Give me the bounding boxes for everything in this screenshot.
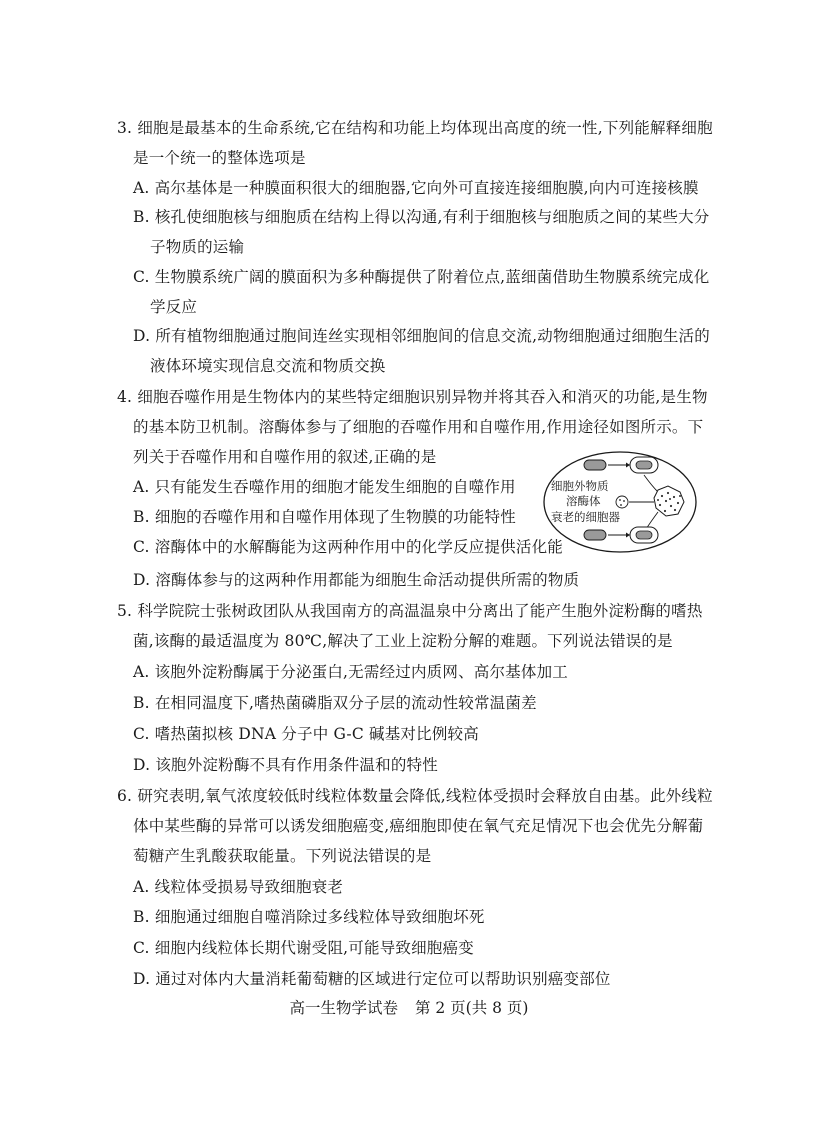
question-4-stem-line-2: 的基本防卫机制。溶酶体参与了细胞的吞噬作用和自噬作用,作用途径如图所示。下 <box>133 418 704 436</box>
vesicle-bottom-right-inner <box>636 531 652 539</box>
vesicle-bottom-left <box>584 530 606 540</box>
question-5-option-d: D. 该胞外淀粉酶不具有作用条件温和的特性 <box>133 756 438 774</box>
footer-page-number: 第 2 页(共 8 页) <box>414 999 529 1017</box>
question-6-option-b: B. 细胞通过细胞自噬消除过多线粒体导致细胞坏死 <box>133 908 485 926</box>
arrow-bottom-head <box>626 533 630 538</box>
question-6-option-d: D. 通过对体内大量消耗葡萄糖的区域进行定位可以帮助识别癌变部位 <box>133 970 611 988</box>
question-3-option-b-cont: 子物质的运输 <box>150 238 245 256</box>
question-5-stem-line-1: 5. 科学院院士张树政团队从我国南方的高温温泉中分离出了能产生胞外淀粉酶的嗜热 <box>117 602 703 620</box>
question-6-stem-line-2: 体中某些酶的异常可以诱发细胞癌变,癌细胞即使在氧气充足情况下也会优先分解葡 <box>133 817 704 835</box>
question-4-option-b: B. 细胞的吞噬作用和自噬作用体现了生物膜的功能特性 <box>133 508 516 526</box>
diagram-label-extracellular-substance: 细胞外物质 <box>551 479 609 493</box>
vesicle-top-right-inner <box>636 461 652 469</box>
diagram-label-lysosome: 溶酶体 <box>566 494 601 508</box>
question-3-option-c-cont: 学反应 <box>150 298 198 316</box>
question-4-option-d: D. 溶酶体参与的这两种作用都能为细胞生命活动提供所需的物质 <box>133 571 580 589</box>
lysosome-dot <box>620 504 622 506</box>
question-3-option-c: C. 生物膜系统广阔的膜面积为多种酶提供了附着位点,蓝细菌借助生物膜系统完成化 <box>133 268 710 286</box>
question-4-stem-line-1: 4. 细胞吞噬作用是生物体内的某些特定细胞识别异物并将其吞入和消灭的功能,是生物 <box>117 388 708 406</box>
question-6-option-c: C. 细胞内线粒体长期代谢受阻,可能导致细胞癌变 <box>133 939 474 957</box>
question-3-option-d-cont: 液体环境实现信息交流和物质交换 <box>150 357 386 375</box>
question-3-option-b: B. 核孔使细胞核与细胞质在结构上得以沟通,有利于细胞核与细胞质之间的某些大分 <box>133 208 710 226</box>
question-4-stem-line-3: 列关于吞噬作用和自噬作用的叙述,正确的是 <box>133 448 437 466</box>
page-footer <box>0 998 818 1018</box>
arrow-top-head <box>626 463 630 468</box>
question-3-option-d: D. 所有植物细胞通过胞间连丝实现相邻细胞间的信息交流,动物细胞通过细胞生活的 <box>133 327 710 345</box>
autophagolysosome <box>654 486 684 516</box>
question-6-stem-line-1: 6. 研究表明,氧气浓度较低时线粒体数量会降低,线粒体受损时会释放自由基。此外线粒 <box>117 787 713 805</box>
question-6-option-a: A. 线粒体受损易导致细胞衰老 <box>133 878 344 896</box>
question-5-stem-line-2: 菌,该酶的最适温度为 80℃,解决了工业上淀粉分解的难题。下列说法错误的是 <box>133 632 673 650</box>
question-3-option-a: A. 高尔基体是一种膜面积很大的细胞器,它向外可直接连接细胞膜,向内可连接核膜 <box>133 179 699 197</box>
phagocytosis-autophagy-diagram <box>540 448 700 556</box>
lysosome <box>616 496 628 508</box>
question-5-option-a: A. 该胞外淀粉酶属于分泌蛋白,无需经过内质网、高尔基体加工 <box>133 663 568 681</box>
lysosome-dot <box>623 500 625 502</box>
diagram-label-aged-organelle: 衰老的细胞器 <box>551 510 620 524</box>
arrow-to-fusion-top <box>644 475 658 492</box>
vesicle-top-left <box>584 460 606 470</box>
question-4-option-a: A. 只有能发生吞噬作用的细胞才能发生细胞的自噬作用 <box>133 478 516 496</box>
question-5-option-c: C. 嗜热菌拟核 DNA 分子中 G-C 碱基对比例较高 <box>133 725 479 743</box>
question-5-option-b: B. 在相同温度下,嗜热菌磷脂双分子层的流动性较常温菌差 <box>133 694 537 712</box>
footer-exam-title: 高一生物学试卷 <box>289 999 399 1017</box>
question-6-stem-line-3: 萄糖产生乳酸获取能量。下列说法错误的是 <box>133 847 432 865</box>
question-3-stem-line-1: 3. 细胞是最基本的生命系统,它在结构和功能上均体现出高度的统一性,下列能解释细胞 <box>117 119 713 137</box>
lysosome-dot <box>619 499 621 501</box>
question-4-option-c: C. 溶酶体中的水解酶能为这两种作用中的化学反应提供活化能 <box>133 538 563 556</box>
question-3-stem-line-2: 是一个统一的整体选项是 <box>133 149 306 167</box>
